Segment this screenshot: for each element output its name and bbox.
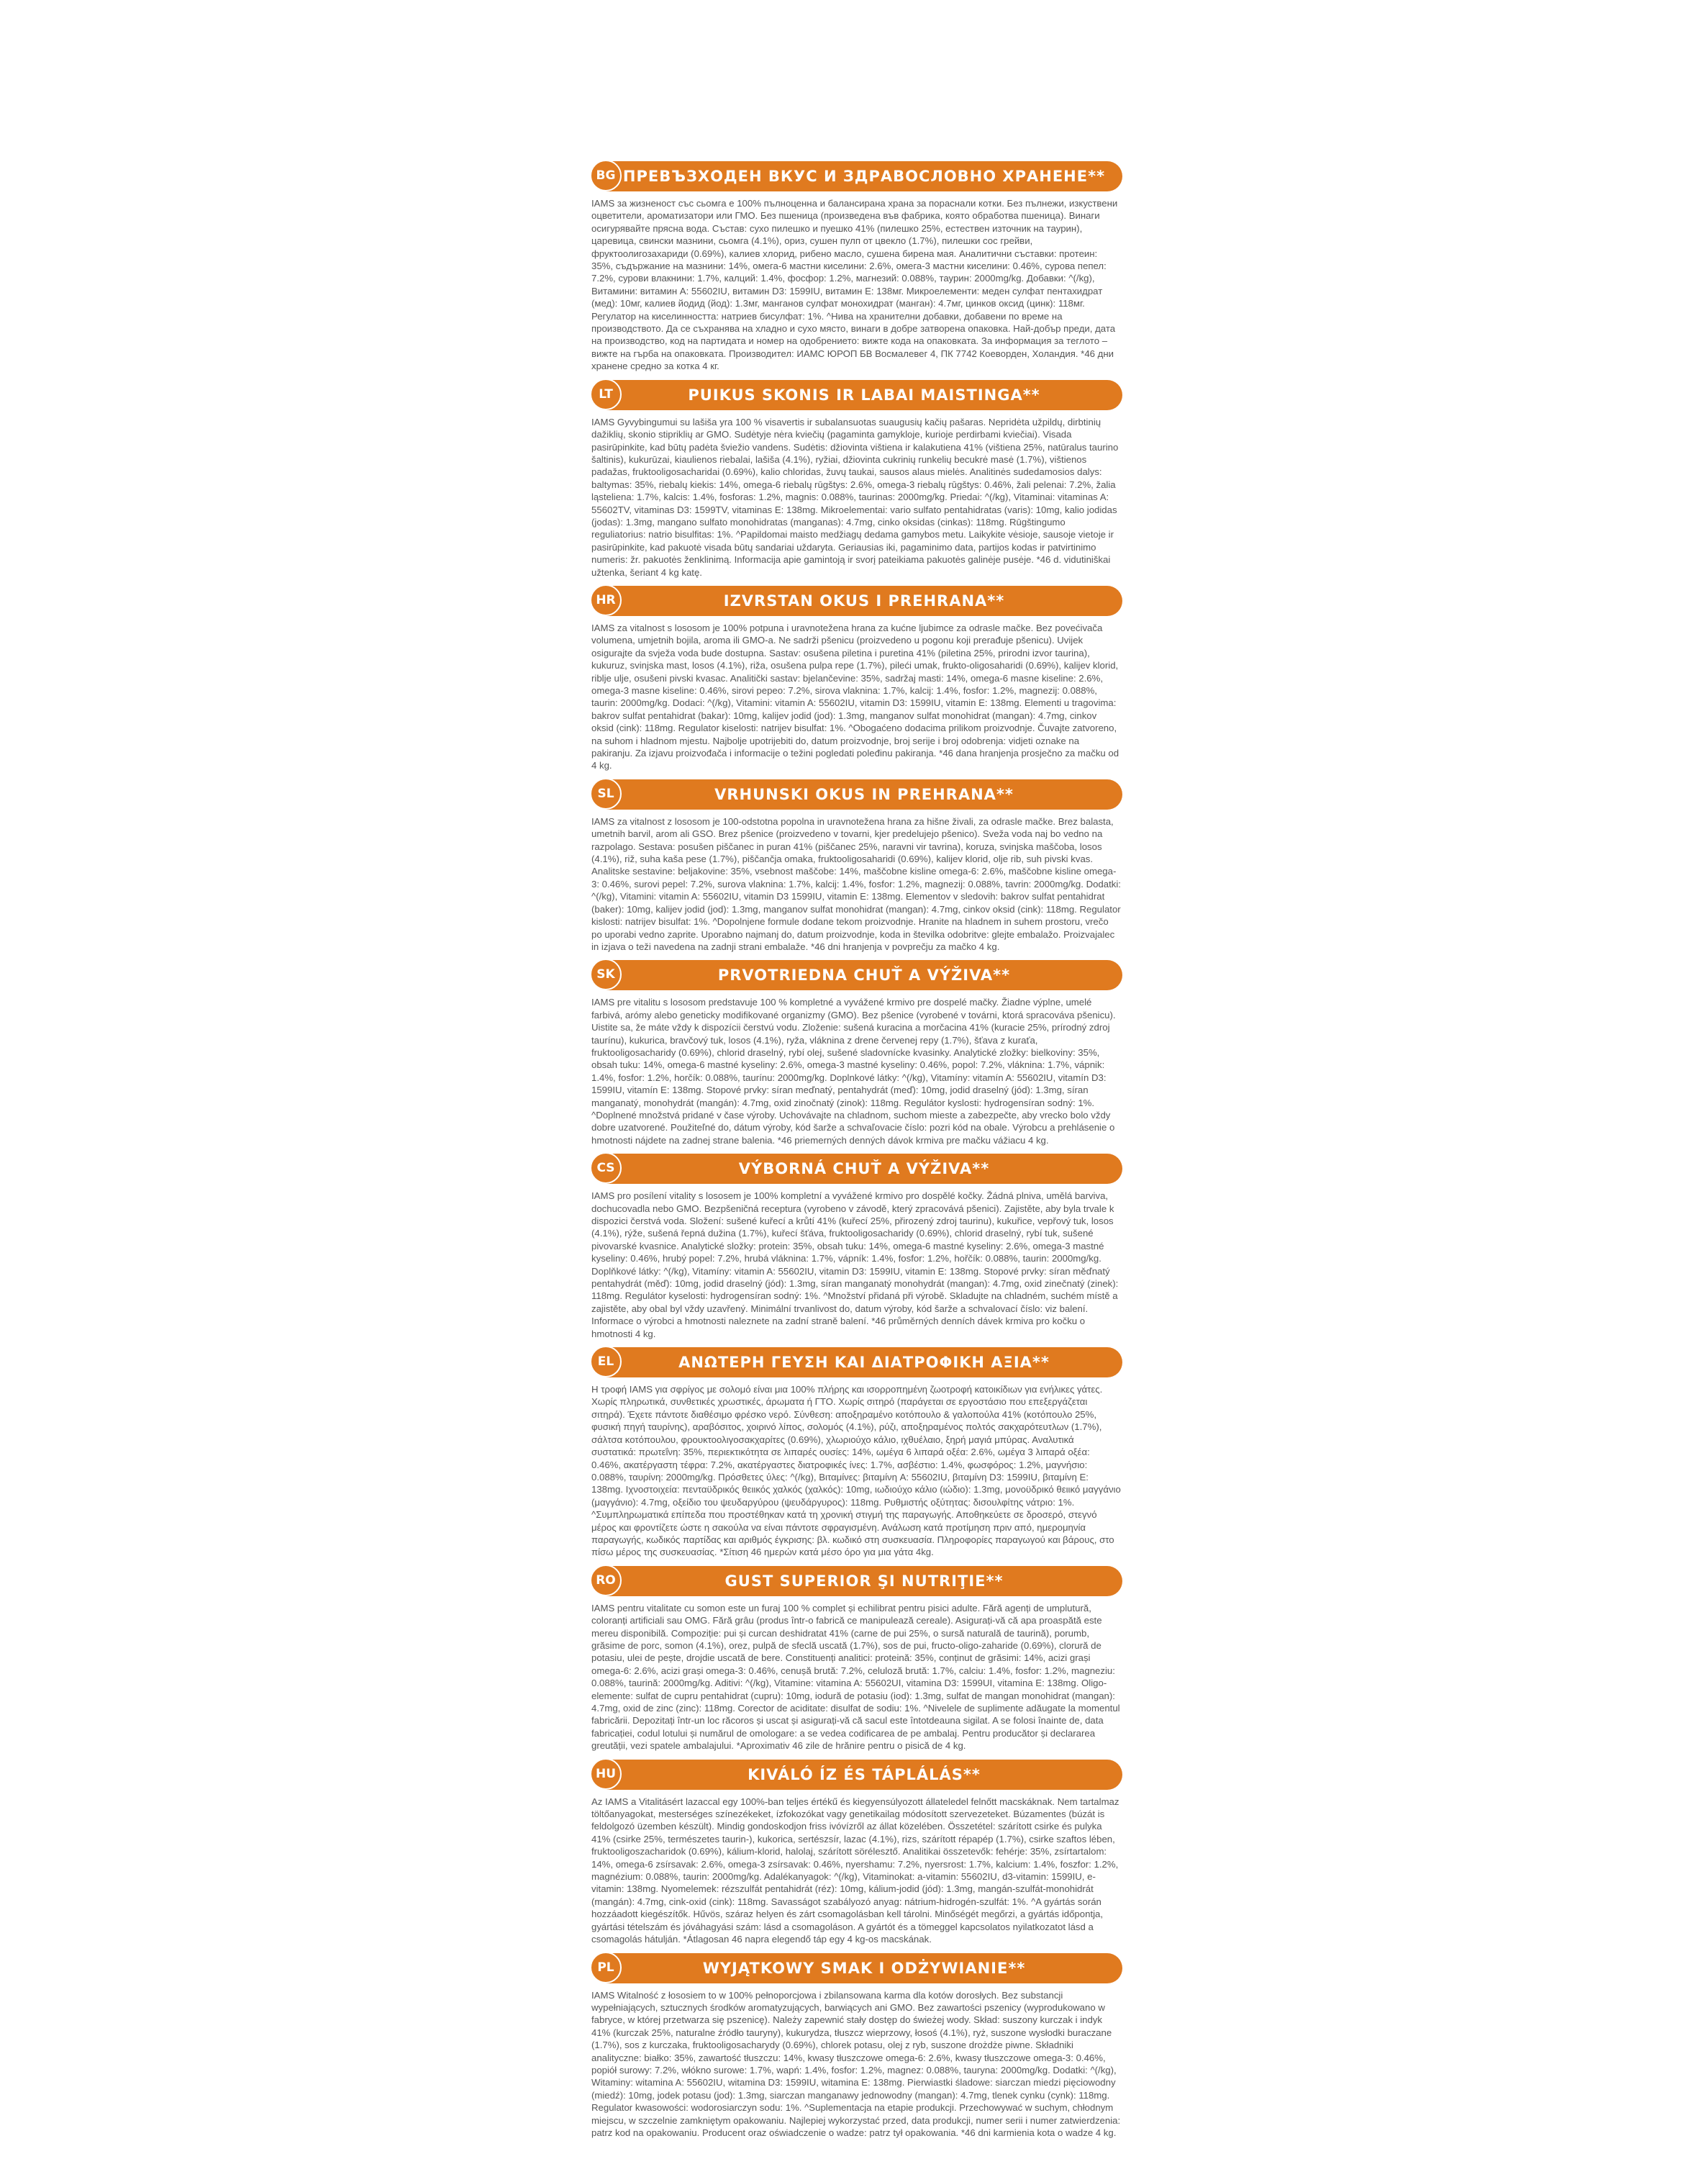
section-banner	[590, 379, 1122, 412]
heading-bar	[606, 779, 1122, 810]
language-code-badge: CS	[590, 1152, 622, 1184]
section-body-text: Az IAMS a Vitalitásért lazaccal egy 100%-ban teljes értékű és kiegyensúlyozott állateledel felnőtt macskáknak. Nem tartalmaz töltőanyagokat, mesterséges színezékeket, ízfokozókat vagy genetikailag módosított szervezeteket. Búzamentes (búzát is feldolgozó üzemben készült). Mindig gondoskodjon friss ivóvízről az állat közelében. Összetétel: szárított csirke és pulyka 41% (csirke 25%, természetes taurin-), kukorica, sertészsír, lazac (4.1%), rizs, szárított répapép (1.7%), csirke szaftos lében, fruktooligoszacharidok (0.69%), kálium-klorid, halolaj, szárított sörélesztő. Analitikai összetevők: fehérje: 35%, zsírtartalom: 14%, omega-6 zsírsavak: 2.6%, omega-3 zsírsavak: 0.46%, nyershamu: 7.2%, nyersrost: 1.7%, kalcium: 1.4%, foszfor: 1.2%, magnézium: 0.088%, taurin: 2000mg/kg. Adalékanyagok: ^(/kg), Vitaminokat: a-vitamin: 55602IU, d3-vitamin: 1599IU, e-vitamin: 138mg. Nyomelemek: rézszulfát pentahidrát (réz): 10mg, kálium-jodid (jód): 1.3mg, mangán-szulfát-monohidrát (mangán): 4.7mg, cink-oxid (cink): 118mg. Savasságot szabályozó anyag: nátrium-hidrogén-szulfát: 1%. ^A gyártás során hozzáadott kiegészítők. Hűvös, száraz helyen és zárt csomagolásban kell tárolni. Minőségét megőrzi, a gyártás időpontja, gyártási tételszám és jóváhagyási szám: lásd a csomagoláson. A gyártót és a tömeggel kapcsolatos nyilatkozatot lásd a csomagolás hátulján. *Átlagosan 46 napra elegendő táp egy 4 kg-os macskának.	[591, 1796, 1119, 1945]
section-banner	[590, 160, 1122, 193]
heading-bar	[606, 1953, 1122, 1983]
section-heading: PRVOTRIEDNA CHUŤ A VÝŽIVA**	[717, 967, 1011, 985]
section-banner	[590, 1758, 1122, 1791]
section-body-text: IAMS pre vitalitu s lososom predstavuje 100 % kompletné a vyvážené krmivo pre dospelé mačky. Žiadne výplne, umelé farbivá, arómy alebo geneticky modifikované organizmy (GMO). Bez pšenice (vyrobené v továrni, ktorá spracováva pšenicu). Uistite sa, že máte vždy k dispozícii čerstvú vodu. Zloženie: sušená kuracina a morčacina 41% (kuracie 25%, prírodný zdroj taurínu), kukurica, bravčový tuk, losos (4.1%), ryža, vláknina z drene červenej repy (1.7%), šťava z kuraťa, fruktooligosacharidy (0.69%), chlorid draselný, rybí olej, sušené sladovnícke kvasinky. Analytické zložky: bielkoviny: 35%, obsah tuku: 14%, omega-6 mastné kyseliny: 2.6%, omega-3 mastné kyseliny: 0.46%, popol: 7.2%, vláknina: 1.7%, vápnik: 1.4%, fosfor: 1.2%, horčík: 0.088%, taurínu: 2000mg/kg. Doplnkové látky: ^(/kg), Vitamíny: vitamín A: 55602IU, vitamín D3: 1599IU, vitamín E: 138mg. Stopové prvky: síran meďnatý, pentahydrát (meď): 10mg, jodid draselný (jód): 1.3mg, síran manganatý, monohydrát (mangán): 4.7mg, oxid zinočnatý (zinok): 118mg. Regulátor kyslosti: hydrogensíran sodný: 1%. ^Doplnené množstvá pridané v čase výroby. Uchovávajte na chladnom, suchom mieste a zabezpečte, aby vrecko bolo vždy dobre uzatvorené. Použiteľné do, dátum výroby, kód šarže a schvaľovacie číslo: pozri kód na obale. Výrobcu a prehlásenie o hmotnosti nájdete na zadnej strane balenia. *46 priemerných denných dávok krmiva pre mačku vážiacu 4 kg.	[591, 997, 1116, 1146]
section-heading: WYJĄTKOWY SMAK I ODŻYWIANIE**	[702, 1959, 1026, 1977]
language-code-badge: HU	[590, 1758, 622, 1790]
section-banner	[590, 1152, 1122, 1185]
heading-bar	[606, 161, 1122, 191]
section-sl	[590, 778, 1122, 953]
ingredients-label-panel	[590, 160, 1122, 2145]
heading-bar	[606, 1566, 1122, 1596]
section-heading: VRHUNSKI OKUS IN PREHRANA**	[714, 785, 1014, 803]
section-heading: IZVRSTAN OKUS I PREHRANA**	[723, 592, 1005, 610]
section-el	[590, 1346, 1122, 1559]
section-pl	[590, 1952, 1122, 2140]
section-body-text: IAMS pentru vitalitate cu somon este un furaj 100 % complet și echilibrat pentru pisici adulte. Fără agenți de umplutură, coloranți artificiali sau OMG. Fără grâu (produs într-o fabrică ce manipulează cereale). Asigurați-vă că apa proaspătă este mereu disponibilă. Compoziție: pui și curcan deshidratat 41% (carne de pui 25%, o sursă naturală de taurină), porumb, grăsime de porc, somon (4.1%), orez, pulpă de sfeclă uscată (1.7%), sos de pui, fructo-oligo-zaharide (0.69%), clorură de potasiu, ulei de pește, drojdie uscată de bere. Constituenți analitici: proteină: 35%, conținut de grăsimi: 14%, acizi grași omega-6: 2.6%, acizi grași omega-3: 0.46%, cenușă brută: 7.2%, celuloză brută: 1.7%, calciu: 1.4%, fosfor: 1.2%, magneziu: 0.088%, taurină: 2000mg/kg. Aditivi: ^(/kg), Vitamine: vitamina A: 55602UI, vitamina D3: 1599UI, vitamina E: 138mg. Oligo-elemente: sulfat de cupru pentahidrat (cupru): 10mg, iodură de potasiu (iod): 1.3mg, sulfat de mangan monohidrat (mangan): 4.7mg, oxid de zinc (zinc): 118mg. Corector de aciditate: disulfat de sodiu: 1%. ^Nivelele de suplimente adăugate la momentul fabricării. Depozitați într-un loc răcoros și uscat și asigurați-vă că sacul este întotdeauna sigilat. A se folosi înainte de, data fabricației, codul lotului și numărul de omologare: a se vedea codificarea de pe ambalaj. Pentru producător și declararea greutății, vezi spatele ambalajului. *Aproximativ 46 zile de hrănire pentru o pisică de 4 kg.	[591, 1602, 1120, 1752]
heading-bar	[606, 1347, 1122, 1377]
language-code-badge: RO	[590, 1565, 622, 1596]
section-heading: ΑΝΩΤΕΡΗ ΓΕΥΣΗ ΚΑΙ ΔΙΑΤΡΟΦΙΚΗ ΑΞΙΑ**	[678, 1354, 1050, 1372]
language-code-badge: LT	[590, 379, 622, 410]
language-code-badge: EL	[590, 1346, 622, 1377]
heading-bar	[606, 380, 1122, 410]
section-cs	[590, 1152, 1122, 1340]
section-ro	[590, 1565, 1122, 1752]
heading-bar	[606, 1760, 1122, 1790]
section-body-text: IAMS za vitalnost s lososom je 100% potpuna i uravnotežena hrana za kućne ljubimce za odrasle mačke. Bez povećivača volumena, umjetnih bojila, aroma ili GMO-a. Ne sadrži pšenicu (proizvedeno u pogonu koji prerađuje pšenicu). Uvijek osigurajte da svježa voda bude dostupna. Sastav: osušena piletina i puretina 41% (piletina 25%, prirodni izvor taurina), kukuruz, svinjska mast, losos (4.1%), riža, osušena pulpa repe (1.7%), pileći umak, frukto-oligosaharidi (0.69%), kalijev klorid, riblje ulje, osušeni pivski kvasac. Analitički sastav: bjelančevine: 35%, sadržaj masti: 14%, omega-6 masne kiseline: 2.6%, omega-3 masne kiseline: 0.46%, sirovi pepeo: 7.2%, sirova vlaknina: 1.7%, kalcij: 1.4%, fosfor: 1.2%, magnezij: 0.088%, taurin: 2000mg/kg. Dodaci: ^(/kg), Vitamini: vitamin A: 55602IU, vitamin D3: 1599IU, vitamin E: 138mg. Elementi u tragovima: bakrov sulfat pentahidrat (bakar): 10mg, kalijev jodid (jod): 1.3mg, manganov sulfat monohidrat (mangan): 4.7mg, cinkov oksid (cink): 118mg. Regulator kiselosti: natrijev bisulfat: 1%. ^Obogaćeno dodacima prilikom proizvodnje. Čuvajte zatvoreno, na suhom i hladnom mjestu. Najbolje upotrijebiti do, datum proizvodnje, broj serije i broj odobrenja: vidjeti oznake na pakiranju. Za izjavu proizvođača i informacije o težini pogledati poleđinu pakiranja. *46 dana hranjenja prosječno za mačku od 4 kg.	[591, 622, 1119, 771]
section-sk	[590, 959, 1122, 1146]
section-heading: GUST SUPERIOR ŞI NUTRIŢIE**	[724, 1572, 1004, 1590]
section-body-text: IAMS pro posílení vitality s lososem je 100% kompletní a vyvážené krmivo pro dospělé kočky. Žádná plniva, umělá barviva, dochucovadla nebo GMO. Bezpšeničná receptura (vyrobeno v závodě, který zpracovává pšenici). Zajistěte, aby byla trvale k dispozici čerstvá voda. Složení: sušené kuřecí a krůtí 41% (kuřecí 25%, přirozený zdroj taurinu), kukuřice, vepřový tuk, losos (4.1%), rýže, sušená řepná dužina (1.7%), kuřecí šťáva, fruktooligosacharidy (0.69%), chlorid draselný, rybí tuk, sušené pivovarské kvasnice. Analytické složky: protein: 35%, obsah tuku: 14%, omega-6 mastné kyseliny: 2.6%, omega-3 mastné kyseliny: 0.46%, hrubý popel: 7.2%, hrubá vláknina: 1.7%, vápník: 1.4%, fosfor: 1.2%, hořčík: 0.088%, taurin: 2000mg/kg. Doplňkové látky: ^(/kg), Vitamíny: vitamin A: 55602IU, vitamin D3: 1599IU, vitamin E: 138mg. Stopové prvky: síran měďnatý pentahydrát (měď): 10mg, jodid draselný (jód): 1.3mg, síran manganatý monohydrát (mangan): 4.7mg, oxid zinečnatý (zinek): 118mg. Regulátor kyselosti: hydrogensíran sodný: 1%. ^Množství přidaná při výrobě. Skladujte na chladném, suchém místě a zajistěte, aby obal byl vždy uzavřený. Minimální trvanlivost do, datum výroby, kód šarže a schvalovací číslo: viz balení. Informace o výrobci a hmotnosti naleznete na zadní straně balení. *46 průměrných denních dávek krmiva pro kočku o hmotnosti 4 kg.	[591, 1190, 1119, 1339]
language-code-badge: BG	[590, 160, 622, 191]
section-body-text: IAMS Witalność z łososiem to w 100% pełnoporcjowa i zbilansowana karma dla kotów dorosłych. Bez substancji wypełniających, sztucznych środków aromatyzujących, barwiących ani GMO. Bez zawartości pszenicy (wyprodukowano w fabryce, w której przetwarza się pszenicę). Należy zapewnić stały dostęp do świeżej wody. Skład: suszony kurczak i indyk 41% (kurczak 25%, naturalne źródło tauryny), kukurydza, tłuszcz wieprzowy, łosoś (4.1%), ryż, suszone wysłodki buraczane (1.7%), sos z kurczaka, fruktooligosacharydy (0.69%), chlorek potasu, olej z ryb, suszone drożdże piwne. Składniki analityczne: białko: 35%, zawartość tłuszczu: 14%, kwasy tłuszczowe omega-6: 2.6%, kwasy tłuszczowe omega-3: 0.46%, popiół surowy: 7.2%, włókno surowe: 1.7%, wapń: 1.4%, fosfor: 1.2%, magnez: 0.088%, tauryna: 2000mg/kg. Dodatki: ^(/kg), Witaminy: witamina A: 55602IU, witamina D3: 1599IU, witamina E: 138mg. Pierwiastki śladowe: siarczan miedzi pięciowodny (miedź): 10mg, jodek potasu (jod): 1.3mg, siarczan manganawy jednowodny (mangan): 4.7mg, tlenek cynku (cynk): 118mg. Regulator kwasowości: wodorosiarczyn sodu: 1%. ^Suplementacja na etapie produkcji. Przechowywać w suchym, chłodnym miejscu, w szczelnie zamkniętym opakowaniu. Najlepiej wykorzystać przed, data produkcji, numer serii i numer zatwierdzenia: patrz kod na opakowaniu. Producent oraz oświadczenie o wadze: patrz tył opakowania. *46 dni karmienia kota o wadze 4 kg.	[591, 1989, 1121, 2138]
heading-bar	[606, 1154, 1122, 1184]
section-banner	[590, 584, 1122, 617]
section-hr	[590, 584, 1122, 772]
language-code-badge: PL	[590, 1952, 622, 1983]
section-banner	[590, 1565, 1122, 1598]
language-code-badge: SK	[590, 959, 622, 990]
section-banner	[590, 778, 1122, 811]
heading-bar	[606, 960, 1122, 990]
section-heading: ПРЕВЪЗХОДЕН ВКУС И ЗДРАВОСЛОВНО ХРАНЕНЕ**	[622, 168, 1106, 185]
section-heading: PUIKUS SKONIS IR LABAI MAISTINGA**	[688, 386, 1040, 404]
section-hu	[590, 1758, 1122, 1946]
heading-bar	[606, 586, 1122, 616]
section-heading: KIVÁLÓ ÍZ ÉS TÁPLÁLÁS**	[748, 1765, 981, 1783]
section-body-text: IAMS за жизненост със сьомга е 100% пълноценна и балансирана храна за пораснали котки. Без пълнежи, изкуствени оцветители, ароматизатори или ГМО. Без пшеница (произведена във фабрика, която обработва пшеница). Винаги осигурявайте прясна вода. Състав: сухо пилешко и пуешко 41% (пилешко 25%, естествен източник на таурин), царевица, свински мазнини, сьомга (4.1%), ориз, сушен пулп от цвекло (1.7%), пилешки сос грейви, фруктоолигозахариди (0.69%), калиев хлорид, рибено масло, сушена бирена мая. Аналитични съставки: протеин: 35%, съдържание на мазнини: 14%, омега-6 мастни киселини: 2.6%, омега-3 мастни киселини: 0.46%, сурова пепел: 7.2%, сурови влакнини: 1.7%, калций: 1.4%, фосфор: 1.2%, магнезий: 0.088%, таурин: 2000mg/kg. Добавки: ^(/kg), Витамини: витамин A: 55602IU, витамин D3: 1599IU, витамин E: 138мг. Микроелементи: меден сулфат пентахидрат (мед): 10мг, калиев йодид (йод): 1.3мг, манганов сулфат монохидрат (манган): 4.7мг, цинков оксид (цинк): 118мг. Регулатор на киселинността: натриев бисулфат: 1%. ^Нива на хранителни добавки, добавени по време на производството. Да се съхранява на хладно и сухо място, винаги в добре затворена опаковка. Най-добър преди, дата на производство, код на партидата и номер на одобрението: вижте кода на опаковката. За информация за теглото – вижте на гърба на опаковката. Производител: ИАМС ЮРОП БВ Восмалевег 4, ПК 7742 Коеворден, Холандия. *46 дни хранене средно за котка 4 кг.	[591, 198, 1118, 372]
section-heading: VÝBORNÁ CHUŤ A VÝŽIVA**	[738, 1160, 990, 1178]
section-banner	[590, 959, 1122, 992]
language-code-badge: SL	[590, 778, 622, 810]
section-body-text: IAMS za vitalnost z lososom je 100-odstotna popolna in uravnotežena hrana za hišne živali, za odrasle mačke. Brez balasta, umetnih barvil, arom ali GSO. Brez pšenice (proizvedeno v tovarni, kjer predelujejo pšenico). Sveža voda naj bo vedno na razpolago. Sestava: posušen piščanec in puran 41% (piščanec 25%, naravni vir tavrina), koruza, svinjska maščoba, losos (4.1%), riž, suha kaša pese (1.7%), piščančja omaka, fruktooligosaharidi (0.69%), kalijev klorid, olje rib, suh pivski kvas. Analitske sestavine: beljakovine: 35%, vsebnost maščobe: 14%, maščobne kisline omega-6: 2.6%, maščobne kisline omega-3: 0.46%, surovi pepel: 7.2%, surova vlaknina: 1.7%, kalcij: 1.4%, fosfor: 1.2%, magnezij: 0.088%, tavrin: 2000mg/kg. Dodatki: ^(/kg), Vitamini: vitamin A: 55602IU, vitamin D3 1599IU, vitamin E: 138mg. Elementov v sledovih: bakrov sulfat pentahidrat (baker): 10mg, kalijev jodid (jod): 1.3mg, manganov sulfat monohidrat (mangan): 4.7mg, cinkov oksid (cink): 118mg. Regulator kislosti: natrijev bisulfat: 1%. ^Dopolnjene formule dodane tekom proizvodnje. Hranite na hladnem in suhem prostoru, vrečo po uporabi vedno zaprite. Uporabno najmanj do, datum proizvodnje, koda in številka odobritve: glejte embalažo. Proizvajalec in izjava o teži navedena na zadnji strani embalaže. *46 dni hranjenja v povprečju za mačko 4 kg.	[591, 815, 1121, 952]
section-body-text: Η τροφή IAMS για σφρίγος με σολομό είναι μια 100% πλήρης και ισορροπημένη ζωοτροφή κατοικίδιων για ενήλικες γάτες. Χωρίς πληρωτικά, συνθετικές χρωστικές, άρωματα ή ΓΤΟ. Χωρίς σιτηρό (παράγεται σε εργοστάσιο που επεξεργάζεται σιτηρά). Έχετε πάντοτε διαθέσιμο φρέσκο νερό. Σύνθεση: αποξηραμένο κοτόπουλο & γαλοπούλα 41% (κοτόπουλο 25%, φυσική πηγή ταυρίνης), αραβόσιτος, χοιρινό λίπος, σολομός (4.1%), ρύζι, αποξηραμένος πολτός σακχαρότευτλων (1.7%), σάλτσα κοτόπουλου, φρουκτοολιγοσακχαρίτες (0.69%), χλωριούχο κάλιο, ιχθυέλαιο, ξηρή μαγιά μπύρας. Αναλυτικά συστατικά: πρωτεΐνη: 35%, περιεκτικότητα σε λιπαρές ουσίες: 14%, ωμέγα 6 λιπαρά οξέα: 2.6%, ωμέγα 3 λιπαρά οξέα: 0.46%, ακατέργαστη τέφρα: 7.2%, ακατέργαστες διατροφικές ίνες: 1.7%, ασβέστιο: 1.4%, φωσφόρος: 1.2%, μαγνήσιο: 0.088%, ταυρίνη: 2000mg/kg. Πρόσθετες ύλες: ^(/kg), Βιταμίνες: βιταμίνη A: 55602IU, βιταμίνη D3: 1599IU, βιταμίνη E: 138mg. Ιχνοστοιχεία: πενταϋδρικός θειικός χαλκός (χαλκός): 10mg, ιωδιούχο κάλιο (ιώδιο): 1.3mg, μονοϋδρικό θειικό μαγγάνιο (μαγγάνιο): 4.7mg, οξείδιο του ψευδαργύρου (ψευδάργυρος): 118mg. Ρυθμιστής οξύτητας: δισουλφίτης νάτριο: 1%. ^Συμπληρωματικά επίπεδα που προστέθηκαν κατά τη χρονική στιγμή της παραγωγής. Αποθηκεύετε σε δροσερό, στεγνό μέρος και φροντίζετε ώστε η σακούλα να είναι πάντοτε σφραγισμένη. Ανάλωση κατά προτίμηση πριν από, ημερομηνία παραγωγής, κωδικός παρτίδας και αριθμός έγκρισης: βλ. κωδικό στη συσκευασία. Πληροφορίες παραγωγού και βάρους, στο πίσω μέρος της συσκευασίας. *Σίτιση 46 ημερών κατά μέσο όρο για μια γάτα 4kg.	[591, 1384, 1121, 1558]
section-lt	[590, 379, 1122, 579]
section-bg	[590, 160, 1122, 373]
section-banner	[590, 1952, 1122, 1985]
language-code-badge: HR	[590, 584, 622, 616]
section-banner	[590, 1346, 1122, 1379]
section-body-text: IAMS Gyvybingumui su lašiša yra 100 % visavertis ir subalansuotas suaugusių kačių pašaras. Nepridėta užpildų, dirbtinių dažiklių, skonio stipriklių ar GMO. Sudėtyje nėra kviečių (pagaminta gamykloje, kurioje perdirbami kviečiai). Visada pasirūpinkite, kad būtų padėta šviežio vandens. Sudėtis: džiovinta vištiena ir kalakutiena 41% (vištiena 25%, natūralus taurino šaltinis), kukurūzai, kiaulienos riebalai, lašiša (4.1%), ryžiai, džiovinta cukrinių runkelių becukrė masė (1.7%), vištienos padažas, fruktooligosacharidai (0.69%), kalio chloridas, žuvų taukai, sausos alaus mielės. Analitinės sudedamosios dalys: baltymas: 35%, riebalų kiekis: 14%, omega-6 riebalų rūgštys: 2.6%, omega-3 riebalų rūgštys: 0.46%, žali pelenai: 7.2%, žalia ląsteliena: 1.7%, kalcis: 1.4%, fosforas: 1.2%, magnis: 0.088%, taurinas: 2000mg/kg. Priedai: ^(/kg), Vitaminai: vitaminas A: 55602TV, vitaminas D3: 1599TV, vitaminas E: 138mg. Mikroelementai: vario sulfato pentahidratas (varis): 10mg, kalio jodidas (jodas): 1.3mg, mangano sulfato monohidratas (manganas): 4.7mg, cinko oksidas (cinkas): 118mg. Rūgštingumo reguliatorius: natrio bisulfitas: 1%. ^Papildomai maisto medžiagų dedama gamybos metu. Laikykite vėsioje, sausoje vietoje ir pasirūpinkite, kad pakuotė visada būtų sandariai uždaryta. Geriausias iki, pagaminimo data, partijos kodas ir patvirtinimo numeris: žr. pakuotės ženklinimą. Informacija apie gamintoją ir svorį pateikiama pakuotės galinėje pusėje. *46 d. vidutiniškai užtenka, šeriant 4 kg katę.	[591, 416, 1119, 578]
